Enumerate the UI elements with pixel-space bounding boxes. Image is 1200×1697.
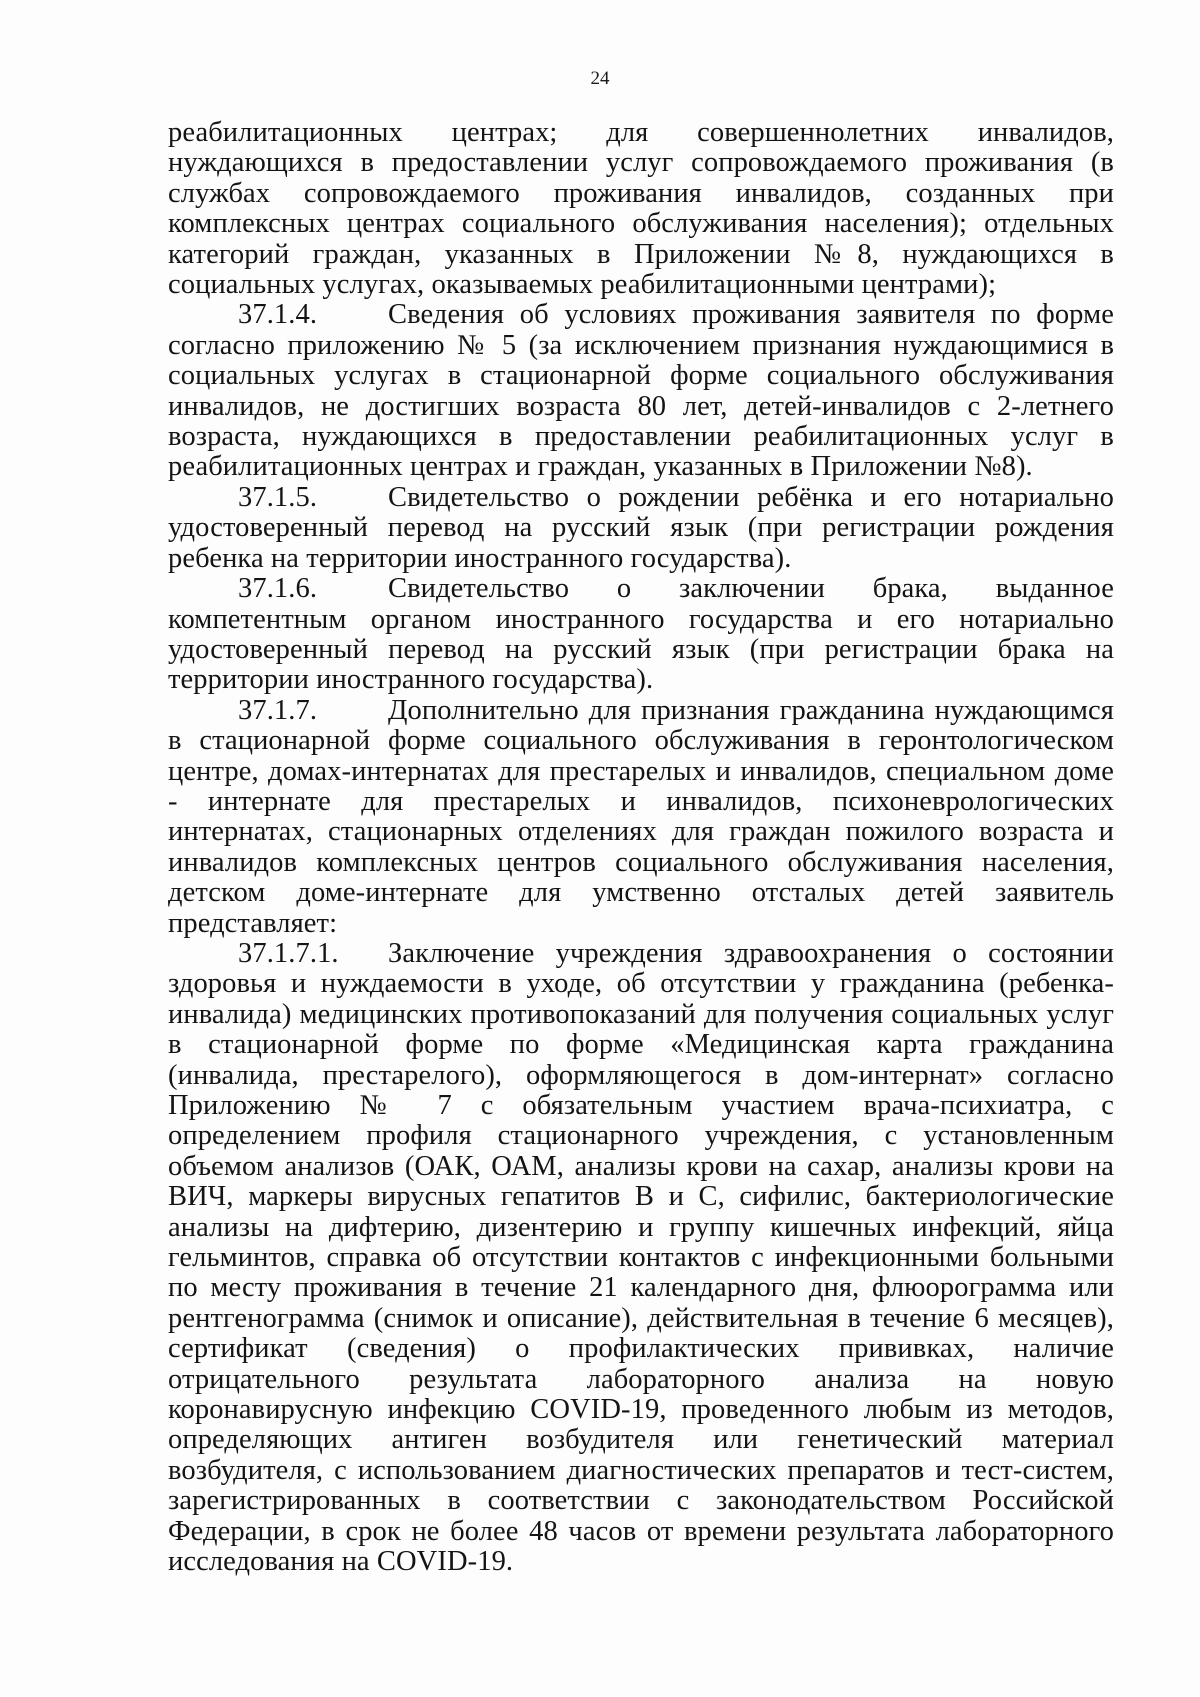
item-number: 37.1.7.1. bbox=[238, 937, 339, 969]
item-text: Заключение учреждения здравоохранения о состоянии здоровья и нуждаемости в уходе, об отсутствии у гражданина (ребенка-инвалида) медицинских противопоказаний для получения социальных услуг в стационарной форме по форме «Медицинская карта гражданина (инвалида, престарелого), оформляющегося в дом-интернат» согласно Приложению № 7 с обязательным участием врача-психиатра, с определением профиля стационарного учреждения, с установленным объемом анализов (ОАК, ОАМ, анализы крови на сахар, анализы крови на ВИЧ, маркеры вирусных гепатитов В и С, сифилис, бактериологические анализы на дифтерию, дизентерию и группу кишечных инфекций, яйца гельминтов, справка об отсутствии контактов с инфекционными больными по месту проживания в течение 21 календарного дня, флюорограмма или рентгенограмма (снимок и описание), действительная в течение 6 месяцев), сертификат (сведения) о профилактических прививках, наличие отрицательного результата лабораторного анализа на новую коронавирусную инфекцию COVID-19, проведенного любым из методов, определяющих антиген возбудителя или генетический материал возбудителя, с использованием диагностических препаратов и тест-систем, зарегистрированных в соответствии с законодательством Российской Федерации, в срок не более 48 часов от времени результата лабораторного исследования на COVID-19. bbox=[168, 937, 1114, 1578]
item-paragraph bbox=[168, 574, 1114, 696]
intro-paragraph: реабилитационных центрах; для совершеннолетних инвалидов, нуждающихся в предоставлении услуг сопровождаемого проживания (в службах сопровождаемого проживания инвалидов, созданных при комплексных центрах социального обслуживания населения); отдельных категорий граждан, указанных в Приложении №8, нуждающихся в социальных услугах, оказываемых реабилитационными центрами); bbox=[168, 117, 1114, 301]
item-paragraph bbox=[168, 696, 1114, 939]
item-paragraph bbox=[168, 939, 1114, 1578]
item-number: 37.1.7. bbox=[238, 694, 318, 726]
item-number: 37.1.4. bbox=[238, 299, 318, 331]
page-number: 24 bbox=[590, 68, 610, 89]
item-paragraph bbox=[168, 483, 1114, 574]
item-text: Сведения об условиях проживания заявителя по форме согласно приложению № 5 (за исключением признания нуждающимися в социальных услугах в стационарной форме социального обслуживания инвалидов, не достигших возраста 80 лет, детей-инвалидов с 2-летнего возраста, нуждающихся в предоставлении реабилитационных услуг в реабилитационных центрах и граждан, указанных в Приложении №8). bbox=[168, 299, 1114, 483]
document-body bbox=[168, 118, 1114, 1578]
item-text: Свидетельство о рождении ребёнка и его нотариально удостоверенный перевод на русский язык (при регистрации рождения ребенка на территории иностранного государства). bbox=[168, 481, 1114, 574]
item-text: Свидетельство о заключении брака, выданное компетентным органом иностранного государства и его нотариально удостоверенный перевод на русский язык (при регистрации брака на территории иностранного государства). bbox=[168, 573, 1114, 696]
item-text: Дополнительно для признания гражданина нуждающимся в стационарной форме социального обслуживания в геронтологическом центре, домах-интернатах для престарелых и инвалидов, специальном доме - интернате для престарелых и инвалидов, психоневрологических интернатах, стационарных отделениях для граждан пожилого возраста и инвалидов комплексных центров социального обслуживания населения, детском доме-интернате для умственно отсталых детей заявитель представляет: bbox=[168, 694, 1114, 939]
item-paragraph bbox=[168, 300, 1114, 482]
item-number: 37.1.5. bbox=[238, 481, 318, 513]
item-number: 37.1.6. bbox=[238, 573, 318, 605]
